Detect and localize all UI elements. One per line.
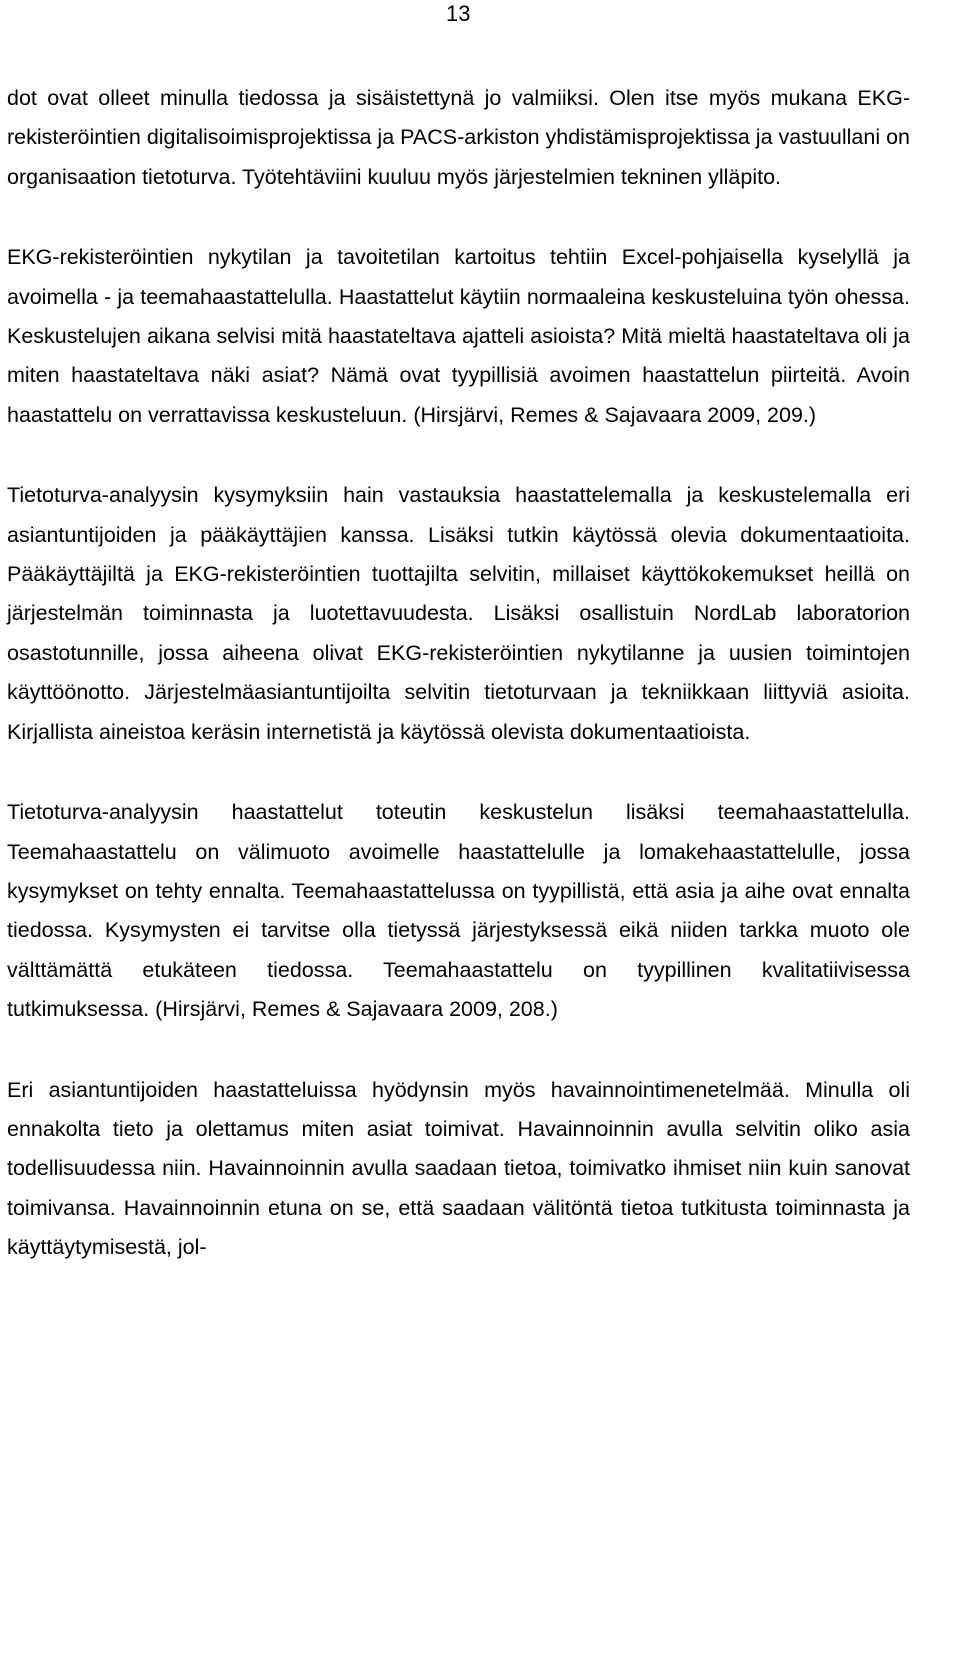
- paragraph: Eri asiantuntijoiden haastatteluissa hyödynsin myös havainnointimenetelmää. Minulla oli ennakolta tieto ja olettamus miten asiat toimivat. Havainnoinnin avulla selvitin oliko asia todellisuudessa niin. Havainnoinnin avulla saadaan tietoa, toimivatko ihmiset niin kuin sanovat toimivansa. Havainnoinnin etuna on se, että saadaan välitöntä tietoa tutkitusta toiminnasta ja käyttäytymisestä, jol-: [7, 1077, 910, 1260]
- paragraph: Tietoturva-analyysin kysymyksiin hain vastauksia haastattelemalla ja keskustelemalla eri asiantuntijoiden ja pääkäyttäjien kanssa. Lisäksi tutkin käytössä olevia dokumentaatioita. Pääkäyttäjiltä ja EKG-rekisteröintien tuottajilta selvitin, millaiset käyttökokemukset heillä on järjestelmän toiminnasta ja luotettavuudesta. Lisäksi osallistuin NordLab laboratorion osastotunnille, jossa aiheena olivat EKG-rekisteröintien nykytilanne ja uusien toimintojen käyttöönotto. Järjestelmäasiantuntijoilta selvitin tietoturvaan ja tekniikkaan liittyviä asioita. Kirjallista aineistoa keräsin internetistä ja käytössä olevista dokumentaatioista.: [7, 483, 910, 744]
- document-body: [7, 79, 910, 1268]
- paragraph: EKG-rekisteröintien nykytilan ja tavoitetilan kartoitus tehtiin Excel-pohjaisella kyselyllä ja avoimella - ja teemahaastattelulla. Haastattelut käytiin normaaleina keskusteluina työn ohessa. Keskustelujen aikana selvisi mitä haastateltava ajatteli asioista? Mitä mieltä haastateltava oli ja miten haastateltava näki asiat? Nämä ovat tyypillisiä avoimen haastattelun piirteitä. Avoin haastattelu on verrattavissa keskusteluun. (Hirsjärvi, Remes & Sajavaara 2009, 209.): [7, 245, 910, 427]
- page-number: 13: [446, 1, 471, 26]
- paragraph: dot ovat olleet minulla tiedossa ja sisäistettynä jo valmiiksi. Olen itse myös mukana EKG-rekisteröintien digitalisoimisprojektissa ja PACS-arkiston yhdistämisprojektissa ja vastuullani on organisaation tietoturva. Työtehtäviini kuuluu myös järjestelmien tekninen ylläpito.: [7, 86, 910, 189]
- paragraph: Tietoturva-analyysin haastattelut toteutin keskustelun lisäksi teemahaastattelulla. Teemahaastattelu on välimuoto avoimelle haastattelulle ja lomakehaastattelulle, jossa kysymykset on tehty ennalta. Teemahaastattelussa on tyypillistä, että asia ja aihe ovat ennalta tiedossa. Kysymysten ei tarvitse olla tietyssä järjestyksessä eikä niiden tarkka muoto ole välttämättä etukäteen tiedossa. Teemahaastattelu on tyypillinen kvalitatiivisessa tutkimuksessa. (Hirsjärvi, Remes & Sajavaara 2009, 208.): [7, 800, 910, 1022]
